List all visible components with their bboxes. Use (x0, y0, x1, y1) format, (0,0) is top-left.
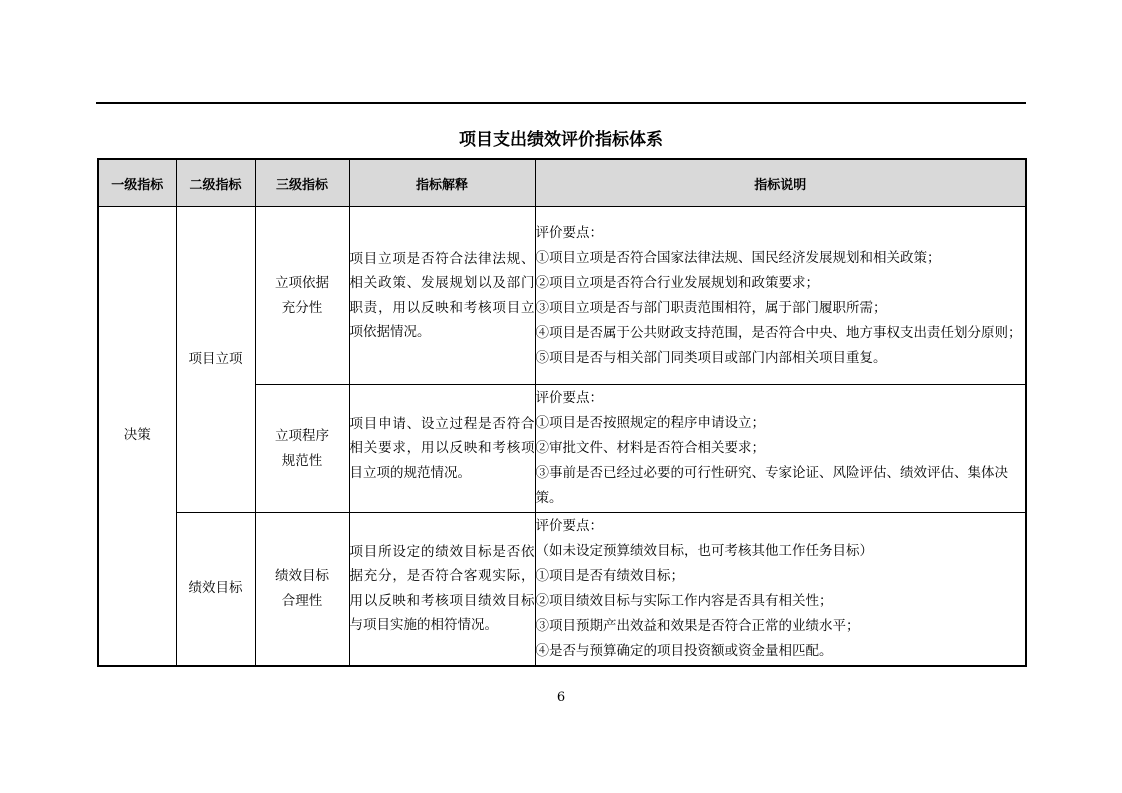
level3-cell (255, 207, 349, 385)
explanation-cell: 项目申请、设立过程是否符合相关要求，用以反映和考核项目立项的规范情况。 (349, 385, 535, 513)
page-title: 项目支出绩效评价指标体系 (459, 130, 663, 150)
table-row (98, 207, 1026, 385)
note-line: ①项目立项是否符合国家法律法规、国民经济发展规划和相关政策； (535, 249, 941, 266)
level3-text: 立项依据充分性 (275, 274, 329, 316)
level2-cell: 绩效目标 (176, 513, 255, 666)
header-explanation: 指标解释 (349, 159, 535, 207)
header-rule (96, 102, 1026, 104)
header-notes: 指标说明 (535, 159, 1026, 207)
header-level1: 一级指标 (98, 159, 176, 207)
note-line: ④是否与预算确定的项目投资额或资金量相匹配。 (535, 642, 833, 659)
note-line: （如未设定预算绩效目标，也可考核其他工作任务目标） (535, 542, 873, 559)
level2-cell: 项目立项 (176, 207, 255, 513)
note-line: ②审批文件、材料是否符合相关要求； (535, 440, 765, 456)
explanation-cell: 项目所设定的绩效目标是否依据充分，是否符合客观实际，用以反映和考核项目绩效目标与项目实施的相符情况。 (349, 513, 535, 666)
note-line: ①项目是否按照规定的程序申请设立； (535, 415, 765, 431)
level1-cell: 决策 (98, 207, 176, 666)
note-line: ④项目是否属于公共财政支持范围，是否符合中央、地方事权支出责任划分原则； (535, 324, 1022, 341)
note-line: ②项目立项是否符合行业发展规划和政策要求； (535, 274, 819, 291)
note-line: 评价要点： (535, 517, 603, 534)
note-line: ①项目是否有绩效目标； (535, 567, 684, 584)
header-level2: 二级指标 (176, 159, 255, 207)
note-line: ③事前是否已经过必要的可行性研究、专家论证、风险评估、绩效评估、集体决策。 (535, 465, 1008, 506)
level3-cell (255, 385, 349, 513)
table-header-row (98, 159, 1026, 207)
page-number: 6 (556, 690, 566, 705)
notes-cell (535, 385, 1026, 513)
note-line: ③项目立项是否与部门职责范围相符，属于部门履职所需； (535, 299, 887, 316)
table-row (98, 513, 1026, 666)
header-level3: 三级指标 (255, 159, 349, 207)
level3-text: 绩效目标合理性 (275, 567, 329, 609)
indicator-table (97, 158, 1027, 667)
note-line: ③项目预期产出效益和效果是否符合正常的业绩水平； (535, 617, 860, 634)
level3-text: 立项程序规范性 (275, 427, 329, 469)
note-line: 评价要点： (535, 390, 603, 406)
note-line: ⑤项目是否与相关部门同类项目或部门内部相关项目重复。 (535, 349, 887, 366)
notes-cell (535, 207, 1026, 385)
notes-cell (535, 513, 1026, 666)
note-line: 评价要点： (535, 224, 603, 241)
explanation-cell: 项目立项是否符合法律法规、相关政策、发展规划以及部门职责，用以反映和考核项目立项依据情况。 (349, 207, 535, 385)
level3-cell (255, 513, 349, 666)
note-line: ②项目绩效目标与实际工作内容是否具有相关性； (535, 592, 833, 609)
